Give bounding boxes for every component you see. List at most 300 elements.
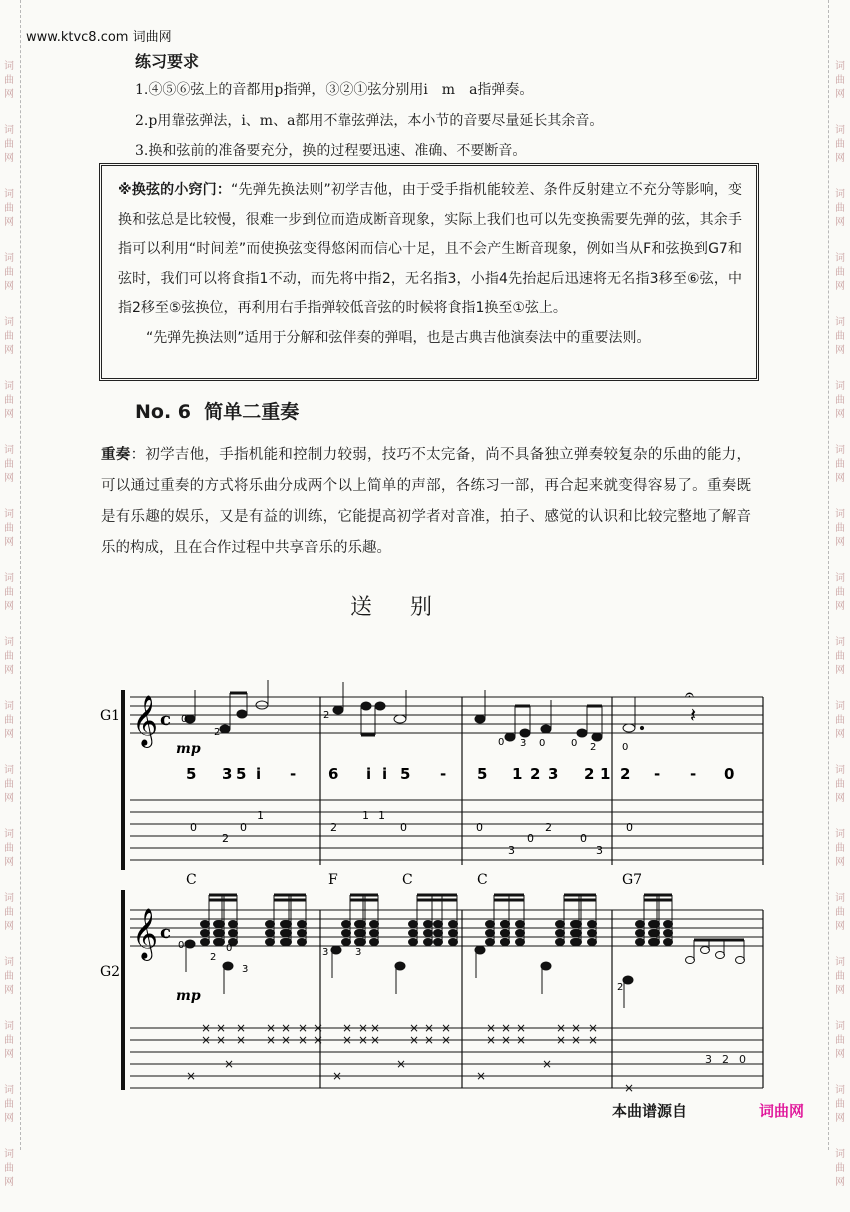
watermark-char: 曲 bbox=[4, 523, 14, 534]
tab-strum-mark: × bbox=[588, 1021, 599, 1035]
chord-notehead bbox=[355, 939, 364, 946]
dynamic-mp-g2: mp bbox=[176, 988, 201, 1004]
chord-notehead bbox=[201, 930, 210, 937]
fingering-number: 0 bbox=[571, 738, 578, 749]
tab-number: 2 bbox=[330, 821, 337, 834]
watermark-char: 词 bbox=[835, 701, 845, 712]
tab-strum-mark: × bbox=[370, 1021, 381, 1035]
tab-strum-mark: × bbox=[424, 1021, 435, 1035]
watermark-char: 曲 bbox=[4, 587, 14, 598]
jianpu-note: - bbox=[290, 765, 297, 783]
watermark-char: 网 bbox=[4, 89, 14, 100]
watermark-char: 词 bbox=[835, 637, 845, 648]
chord-notehead bbox=[486, 930, 495, 937]
watermark-char: 网 bbox=[4, 793, 14, 804]
watermark-char: 曲 bbox=[835, 907, 845, 918]
tab-number: 0 bbox=[240, 821, 247, 834]
chord-notehead bbox=[409, 921, 418, 928]
tab-number: 2 bbox=[722, 1053, 729, 1066]
tab-bass-mark: × bbox=[542, 1057, 553, 1071]
chord-notehead bbox=[516, 939, 525, 946]
jianpu-note: - bbox=[440, 765, 447, 783]
watermark-char: 词 bbox=[4, 637, 14, 648]
fingering-number: 0 bbox=[622, 742, 629, 753]
footer-site-link[interactable]: 词曲网 bbox=[759, 1102, 805, 1120]
chord-notehead bbox=[501, 921, 510, 928]
fingering-number: 0 bbox=[226, 943, 233, 954]
watermark-char: 词 bbox=[4, 701, 14, 712]
duet-body: ：初学吉他，手指机能和控制力较弱，技巧不太完备，尚不具备独立弹奏较复杂的乐曲的能力，可以通过重奏的方式将乐曲分成两个以上简单的声部，各练习一部，再合起来就变得容易了。重奏既是有乐趣的娱乐，又是有益的训练，它能提高初学者对音准，拍子、感觉的认识和比较完整地了解音乐的构成，且在合作过程中共享音乐的乐趣。 bbox=[101, 447, 752, 556]
chord-notehead bbox=[298, 939, 307, 946]
tab-number: 0 bbox=[400, 821, 407, 834]
chord-notehead bbox=[636, 939, 645, 946]
watermark-char: 词 bbox=[4, 125, 14, 136]
watermark-char: 网 bbox=[835, 601, 845, 612]
tab-strum-mark: × bbox=[281, 1033, 292, 1047]
chord-notehead bbox=[283, 930, 292, 937]
section-number: No. 6 bbox=[135, 401, 192, 423]
chord-notehead bbox=[370, 921, 379, 928]
fingering-number: 2 bbox=[617, 982, 624, 993]
watermark-char: 网 bbox=[835, 857, 845, 868]
watermark-char: 曲 bbox=[835, 715, 845, 726]
watermark-char: 网 bbox=[4, 985, 14, 996]
watermark-char: 网 bbox=[835, 985, 845, 996]
chord-notehead bbox=[409, 939, 418, 946]
fingering-number: 0 bbox=[539, 738, 546, 749]
chord-notehead bbox=[201, 939, 210, 946]
common-time-icon: c bbox=[160, 709, 171, 730]
watermark-char: 网 bbox=[835, 89, 845, 100]
g1-notes bbox=[185, 680, 644, 741]
watermark-char: 网 bbox=[835, 345, 845, 356]
tab-strum-mark: × bbox=[588, 1033, 599, 1047]
chord-notehead bbox=[449, 930, 458, 937]
watermark-char: 曲 bbox=[835, 779, 845, 790]
watermark-char: 词 bbox=[4, 893, 14, 904]
watermark-char: 词 bbox=[835, 1021, 845, 1032]
chord-notehead bbox=[573, 939, 582, 946]
watermark-char: 曲 bbox=[4, 1099, 14, 1110]
tab-number: 0 bbox=[626, 821, 633, 834]
watermark-char: 词 bbox=[4, 317, 14, 328]
fingering-number: 0 bbox=[181, 714, 188, 725]
chord-notehead bbox=[214, 930, 223, 937]
chord-notehead bbox=[355, 930, 364, 937]
watermark-char: 网 bbox=[835, 217, 845, 228]
watermark-group bbox=[2, 1148, 16, 1190]
watermark-char: 网 bbox=[835, 409, 845, 420]
chord-notehead bbox=[424, 930, 433, 937]
watermark-char: 网 bbox=[835, 729, 845, 740]
watermark-char: 词 bbox=[835, 189, 845, 200]
watermark-char: 词 bbox=[835, 1085, 845, 1096]
watermark-char: 曲 bbox=[835, 523, 845, 534]
chord-notehead bbox=[588, 939, 597, 946]
tab-strum-mark: × bbox=[313, 1033, 324, 1047]
fingering-number: 2 bbox=[590, 742, 597, 753]
watermark-char: 网 bbox=[4, 921, 14, 932]
chord-name: C bbox=[402, 872, 413, 888]
jianpu-note: 3 bbox=[222, 765, 233, 783]
tab-strum-mark: × bbox=[236, 1021, 247, 1035]
chord-notehead bbox=[298, 921, 307, 928]
duet-lead: 重奏 bbox=[101, 447, 131, 463]
section-title: 简单二重奏 bbox=[204, 401, 300, 423]
tab-number: 0 bbox=[476, 821, 483, 834]
jianpu-note: i bbox=[256, 765, 262, 783]
watermark-char: 词 bbox=[4, 1085, 14, 1096]
tab-bass-mark: × bbox=[624, 1081, 635, 1095]
watermark-char: 网 bbox=[4, 409, 14, 420]
jianpu-note: i bbox=[382, 765, 388, 783]
chord-name: G7 bbox=[622, 872, 643, 888]
watermark-char: 网 bbox=[835, 537, 845, 548]
tab-number: 3 bbox=[596, 844, 603, 857]
g1-tab-numbers bbox=[190, 809, 633, 857]
tab-strum-mark: × bbox=[298, 1033, 309, 1047]
watermark-char: 网 bbox=[4, 217, 14, 228]
tab-bass-mark: × bbox=[476, 1069, 487, 1083]
chord-notehead bbox=[649, 930, 658, 937]
practice-title: 练习要求 bbox=[135, 52, 200, 71]
watermark-char: 曲 bbox=[835, 203, 845, 214]
chord-notehead bbox=[556, 930, 565, 937]
watermark-char: 网 bbox=[835, 1113, 845, 1124]
jianpu-note: 1 bbox=[512, 765, 523, 783]
watermark-char: 词 bbox=[835, 829, 845, 840]
tab-bass-mark: × bbox=[332, 1069, 343, 1083]
watermark-char: 网 bbox=[835, 665, 845, 676]
watermark-char: 曲 bbox=[835, 971, 845, 982]
watermark-group bbox=[833, 1148, 847, 1190]
watermark-char: 词 bbox=[4, 445, 14, 456]
footer-source-label: 本曲谱源自 bbox=[612, 1102, 688, 1120]
watermark-char: 词 bbox=[4, 829, 14, 840]
song-title: 送别 bbox=[350, 595, 471, 620]
chord-notehead bbox=[266, 921, 275, 928]
chord-notehead bbox=[214, 921, 223, 928]
watermark-char: 词 bbox=[4, 957, 14, 968]
part-label-g2: G2 bbox=[100, 964, 121, 980]
chord-notehead bbox=[298, 930, 307, 937]
chord-notehead bbox=[201, 921, 210, 928]
watermark-char: 网 bbox=[4, 729, 14, 740]
tab-strum-mark: × bbox=[501, 1033, 512, 1047]
chord-notehead bbox=[556, 939, 565, 946]
watermark-char: 曲 bbox=[4, 971, 14, 982]
watermark-char: 网 bbox=[4, 153, 14, 164]
watermark-char: 曲 bbox=[4, 331, 14, 342]
chord-notehead bbox=[342, 939, 351, 946]
tab-strum-mark: × bbox=[409, 1033, 420, 1047]
watermark-char: 词 bbox=[835, 125, 845, 136]
tab-strum-mark: × bbox=[342, 1033, 353, 1047]
watermark-char: 曲 bbox=[4, 651, 14, 662]
chord-notehead bbox=[573, 921, 582, 928]
fingering-number: 2 bbox=[214, 727, 221, 738]
tab-number: 0 bbox=[739, 1053, 746, 1066]
treble-clef-icon: 𝄞 bbox=[132, 695, 159, 746]
chord-notehead bbox=[434, 930, 443, 937]
tab-strum-mark: × bbox=[516, 1021, 527, 1035]
common-time-icon: c bbox=[160, 922, 171, 943]
tab-strum-mark: × bbox=[342, 1021, 353, 1035]
practice-item-3: 3.换和弦前的准备要充分，换的过程要迅速、准确、不要断音。 bbox=[135, 143, 527, 159]
tab-number: 2 bbox=[545, 821, 552, 834]
tab-strum-mark: × bbox=[486, 1021, 497, 1035]
header-site-url[interactable]: www.ktvc8.com 词曲网 bbox=[26, 30, 172, 45]
melody-notehead bbox=[736, 957, 745, 964]
tab-strum-mark: × bbox=[266, 1033, 277, 1047]
watermark-char: 曲 bbox=[835, 331, 845, 342]
melody-notehead bbox=[716, 952, 725, 959]
watermark-char: 词 bbox=[835, 1149, 845, 1160]
chord-notehead bbox=[424, 939, 433, 946]
watermark-char: 曲 bbox=[835, 459, 845, 470]
chord-notehead bbox=[501, 930, 510, 937]
tab-bass-mark: × bbox=[224, 1057, 235, 1071]
watermark-char: 曲 bbox=[4, 395, 14, 406]
tab-strum-mark: × bbox=[298, 1021, 309, 1035]
chord-notehead bbox=[516, 921, 525, 928]
fingering-number: 0 bbox=[178, 940, 185, 951]
watermark-char: 词 bbox=[4, 1149, 14, 1160]
chord-notehead bbox=[501, 939, 510, 946]
fingering-number: 2 bbox=[210, 952, 217, 963]
tab-strum-mark: × bbox=[313, 1021, 324, 1035]
watermark-char: 曲 bbox=[4, 75, 14, 86]
jianpu-note: 2 bbox=[584, 765, 595, 783]
fingering-number: 2 bbox=[323, 710, 330, 721]
watermark-char: 网 bbox=[4, 857, 14, 868]
tab-strum-mark: × bbox=[216, 1033, 227, 1047]
chord-notehead bbox=[516, 930, 525, 937]
g1-system-bracket bbox=[121, 690, 125, 870]
watermark-char: 词 bbox=[835, 317, 845, 328]
jianpu-note: 5 bbox=[236, 765, 247, 783]
chord-notehead bbox=[370, 939, 379, 946]
chord-name: F bbox=[328, 872, 338, 888]
watermark-char: 词 bbox=[835, 381, 845, 392]
chord-notehead bbox=[664, 930, 673, 937]
tip-body: “先弹先换法则”初学吉他，由于受手指机能较差、条件反射建立不充分等影响，变换和弦总是比较慢，很难一步到位而造成断音现象，实际上我们也可以先变换需要先弹的弦，其余手指可以利用“时间差”而使换弦变得悠闲而信心十足，且不会产生断音现象，例如当从F和弦换到G7和弦时，我们可以将食指1不动，而先将中指2，无名指3，小指4先抬起后迅速将无名指3移至⑥弦，中指2移至⑤弦换位，再利用右手指弹较低音弦的时候将食指1换至①弦上。 bbox=[118, 182, 742, 316]
watermark-char: 曲 bbox=[835, 1035, 845, 1046]
watermark-char: 曲 bbox=[4, 139, 14, 150]
jianpu-note: i bbox=[366, 765, 372, 783]
chord-notehead bbox=[636, 930, 645, 937]
chord-notehead bbox=[434, 921, 443, 928]
watermark-char: 曲 bbox=[4, 459, 14, 470]
chord-notehead bbox=[573, 930, 582, 937]
watermark-char: 网 bbox=[835, 1177, 845, 1188]
tab-strum-mark: × bbox=[556, 1021, 567, 1035]
chord-notehead bbox=[649, 921, 658, 928]
tip-heading: ※换弦的小窍门： bbox=[118, 182, 232, 198]
tab-strum-mark: × bbox=[441, 1033, 452, 1047]
watermark-char: 网 bbox=[4, 1049, 14, 1060]
tab-strum-mark: × bbox=[571, 1021, 582, 1035]
chord-notehead bbox=[229, 930, 238, 937]
tab-strum-mark: × bbox=[281, 1021, 292, 1035]
jianpu-note: 6 bbox=[328, 765, 339, 783]
watermark-char: 词 bbox=[4, 509, 14, 520]
watermark-char: 曲 bbox=[4, 779, 14, 790]
watermark-char: 网 bbox=[835, 1049, 845, 1060]
jianpu-note: 2 bbox=[620, 765, 631, 783]
chord-notehead bbox=[342, 930, 351, 937]
watermark-char: 词 bbox=[4, 765, 14, 776]
chord-names bbox=[186, 872, 642, 888]
fingering-number: 3 bbox=[242, 964, 249, 975]
chord-notehead bbox=[266, 930, 275, 937]
tab-strum-mark: × bbox=[486, 1033, 497, 1047]
treble-clef-icon: 𝄞 bbox=[132, 908, 159, 959]
chord-notehead bbox=[266, 939, 275, 946]
tab-strum-mark: × bbox=[424, 1033, 435, 1047]
tab-strum-mark: × bbox=[441, 1021, 452, 1035]
chord-notehead bbox=[556, 921, 565, 928]
quarter-rest-icon: 𝄽 bbox=[690, 703, 697, 727]
watermark-char: 词 bbox=[4, 573, 14, 584]
chord-notehead bbox=[649, 939, 658, 946]
jianpu-note: 2 bbox=[530, 765, 541, 783]
chord-notehead bbox=[449, 921, 458, 928]
chord-notehead bbox=[486, 921, 495, 928]
watermark-char: 曲 bbox=[4, 1163, 14, 1174]
watermark-char: 曲 bbox=[835, 843, 845, 854]
g1-tab-staff bbox=[130, 800, 763, 860]
watermark-char: 词 bbox=[835, 253, 845, 264]
chord-notehead bbox=[409, 930, 418, 937]
jianpu-note: 3 bbox=[548, 765, 559, 783]
g2-tab-marks bbox=[186, 1021, 746, 1095]
g2-system-bracket bbox=[121, 890, 125, 1090]
part-label-g1: G1 bbox=[100, 708, 121, 724]
watermark-char: 曲 bbox=[835, 75, 845, 86]
chord-notehead bbox=[449, 939, 458, 946]
tab-strum-mark: × bbox=[216, 1021, 227, 1035]
fingering-number: 3 bbox=[355, 947, 362, 958]
tab-strum-mark: × bbox=[201, 1033, 212, 1047]
watermark-char: 曲 bbox=[835, 651, 845, 662]
dynamic-mp-g1: mp bbox=[176, 741, 201, 757]
melody-notehead bbox=[686, 957, 695, 964]
watermark-char: 网 bbox=[4, 537, 14, 548]
chord-notehead bbox=[636, 921, 645, 928]
watermark-char: 词 bbox=[835, 445, 845, 456]
watermark-char: 词 bbox=[835, 765, 845, 776]
tab-strum-mark: × bbox=[516, 1033, 527, 1047]
chord-notehead bbox=[434, 939, 443, 946]
watermark-char: 网 bbox=[4, 665, 14, 676]
tab-strum-mark: × bbox=[358, 1033, 369, 1047]
practice-item-2: 2.p用靠弦弹法，i、m、a都用不靠弦弹法，本小节的音要尽量延长其余音。 bbox=[135, 113, 604, 129]
watermark-char: 词 bbox=[4, 189, 14, 200]
tab-strum-mark: × bbox=[358, 1021, 369, 1035]
watermark-char: 网 bbox=[4, 1177, 14, 1188]
chord-notehead bbox=[486, 939, 495, 946]
tab-number: 2 bbox=[222, 832, 229, 845]
watermark-char: 词 bbox=[835, 893, 845, 904]
jianpu-note: - bbox=[654, 765, 661, 783]
tab-number: 3 bbox=[705, 1053, 712, 1066]
chord-notehead bbox=[214, 939, 223, 946]
watermark-char: 曲 bbox=[4, 1035, 14, 1046]
chord-notehead bbox=[664, 939, 673, 946]
watermark-char: 词 bbox=[4, 61, 14, 72]
chord-name: C bbox=[186, 872, 197, 888]
jianpu-note: 0 bbox=[724, 765, 735, 783]
tab-number: 1 bbox=[257, 809, 264, 822]
tip-rule: “先弹先换法则”适用于分解和弦伴奏的弹唱，也是古典吉他演奏法中的重要法则。 bbox=[146, 329, 651, 346]
watermark-char: 词 bbox=[835, 573, 845, 584]
tab-strum-mark: × bbox=[409, 1021, 420, 1035]
watermark-char: 曲 bbox=[835, 587, 845, 598]
fingering-number: 0 bbox=[498, 737, 505, 748]
tab-bass-mark: × bbox=[396, 1057, 407, 1071]
jianpu-row bbox=[186, 765, 734, 783]
watermark-char: 网 bbox=[835, 921, 845, 932]
watermark-char: 曲 bbox=[4, 843, 14, 854]
watermark-char: 曲 bbox=[4, 203, 14, 214]
watermark-char: 词 bbox=[835, 957, 845, 968]
chord-notehead bbox=[355, 921, 364, 928]
tab-strum-mark: × bbox=[201, 1021, 212, 1035]
tab-strum-mark: × bbox=[501, 1021, 512, 1035]
melody-notehead bbox=[701, 947, 710, 954]
jianpu-note: 1 bbox=[600, 765, 611, 783]
practice-item-1: 1.④⑤⑥弦上的音都用p指弹，③②①弦分别用i m a指弹奏。 bbox=[135, 82, 534, 98]
chord-notehead bbox=[588, 921, 597, 928]
watermark-char: 词 bbox=[4, 1021, 14, 1032]
chord-notehead bbox=[370, 930, 379, 937]
watermark-char: 曲 bbox=[835, 395, 845, 406]
g2-notes bbox=[185, 895, 745, 1008]
jianpu-note: 5 bbox=[400, 765, 411, 783]
watermark-char: 词 bbox=[835, 61, 845, 72]
chord-notehead bbox=[283, 939, 292, 946]
tab-strum-mark: × bbox=[556, 1033, 567, 1047]
watermark-char: 网 bbox=[835, 473, 845, 484]
watermark-char: 曲 bbox=[4, 267, 14, 278]
tab-number: 1 bbox=[378, 809, 385, 822]
watermark-char: 曲 bbox=[835, 1099, 845, 1110]
fingering-number: 3 bbox=[322, 947, 329, 958]
chord-notehead bbox=[664, 921, 673, 928]
tab-number: 0 bbox=[527, 832, 534, 845]
watermark-char: 网 bbox=[835, 281, 845, 292]
chord-name: C bbox=[477, 872, 488, 888]
jianpu-note: - bbox=[690, 765, 697, 783]
jianpu-note: 5 bbox=[477, 765, 488, 783]
watermark-char: 网 bbox=[4, 601, 14, 612]
watermark-char: 网 bbox=[4, 281, 14, 292]
tab-strum-mark: × bbox=[571, 1033, 582, 1047]
watermark-char: 曲 bbox=[835, 139, 845, 150]
tab-number: 1 bbox=[362, 809, 369, 822]
tab-strum-mark: × bbox=[236, 1033, 247, 1047]
watermark-char: 曲 bbox=[835, 1163, 845, 1174]
watermark-char: 词 bbox=[835, 509, 845, 520]
chord-notehead bbox=[588, 930, 597, 937]
chord-notehead bbox=[283, 921, 292, 928]
tab-number: 3 bbox=[508, 844, 515, 857]
tab-number: 0 bbox=[190, 821, 197, 834]
watermark-char: 网 bbox=[835, 153, 845, 164]
tab-number: 0 bbox=[580, 832, 587, 845]
chord-notehead bbox=[342, 921, 351, 928]
